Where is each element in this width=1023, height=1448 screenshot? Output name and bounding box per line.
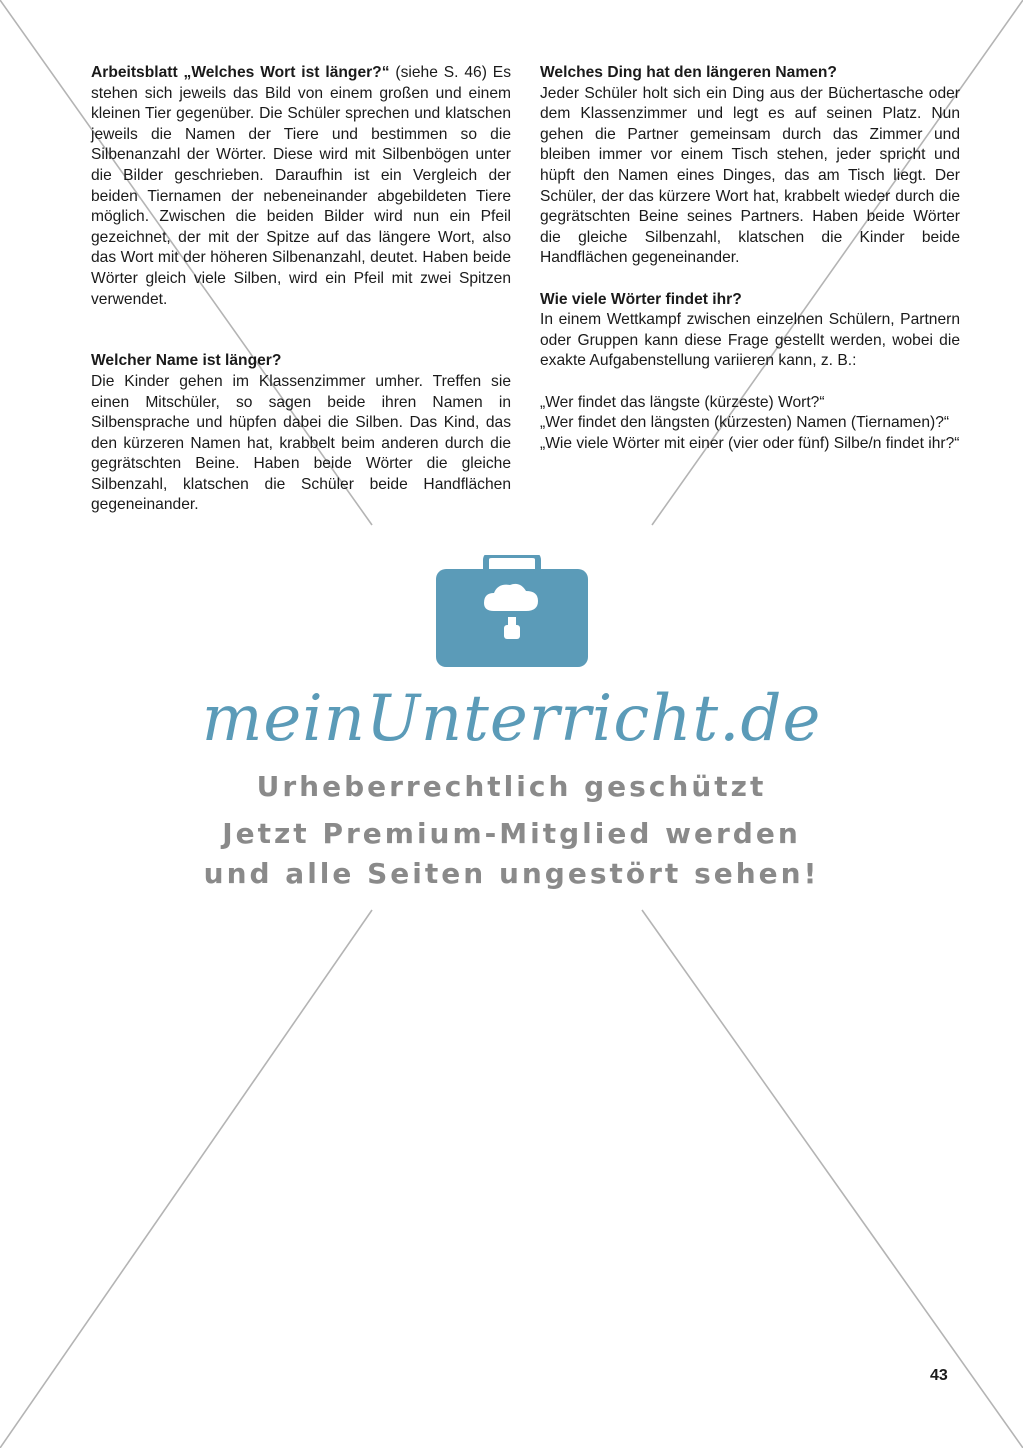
paragraph-worksheet-body: (siehe S. 46) Es stehen sich jeweils das Bild von einem großen und einem kleinen Tier gegenüber. Die Schüler sprechen und klatschen jeweils die Namen der Tiere und bestimmen so die Silbenanzahl der Wörter. Diese wird mit Silbenbögen unter die Bilder geschrieben. Daraufhin ist ein Vergleich der beiden Tiernamen der nebeneinander abgebildeten Tiere möglich. Zwischen die beiden Bilder wird nun ein Pfeil gezeichnet, der mit der Spitze auf das längere Wort, also das Wort mit der höheren Silbenanzahl, deutet. Haben beide Wörter gleich viele Silben, wird ein Pfeil mit zwei Spitzen verwendet.	[91, 64, 511, 308]
paragraph-which-name: Die Kinder gehen im Klassenzimmer umher. Treffen sie einen Mitschüler, so sagen beide ihren Namen in Silbensprache und hüpfen dabei die Silben. Das Kind, das den kürzeren Namen hat, krabbelt beim anderen durch die gegrätschten Beine. Haben beide Wörter die gleiche Silbenzahl, klatschen die Schüler beide Handflächen gegeneinander.	[91, 372, 511, 514]
left-column	[91, 63, 511, 516]
paragraph-worksheet	[91, 63, 511, 310]
heading-how-many-words: Wie viele Wörter findet ihr?	[540, 290, 742, 308]
paragraph-worksheet-heading: Arbeitsblatt „Welches Wort ist länger?“	[91, 64, 390, 81]
quote-longest-name: „Wer findet den längsten (kürzesten) Namen (Tiernamen)?“	[540, 414, 950, 432]
brand-logo-text: meinUnterricht.de	[201, 682, 822, 756]
briefcase-cloud-icon	[436, 555, 588, 667]
paragraph-how-many-words: In einem Wettkampf zwischen einzelnen Schülern, Partnern oder Gruppen kann diese Frage gestellt werden, wobei die exakte Aufgabenstellung variieren kann, z. B.:	[540, 311, 960, 370]
quote-longest-word: „Wer findet das längste (kürzeste) Wort?“	[540, 393, 825, 411]
paragraph-which-thing: Jeder Schüler holt sich ein Ding aus der Büchertasche oder dem Klassenzimmer und legt es auf seinen Platz. Nun gehen die Partner gemeinsam durch das Zimmer und bleiben immer vor einem Tisch stehen, jeder spricht und hüpft den Namen eines Dinges, das am Tisch liegt. Der Schüler, der das kürzere Wort hat, krabbelt wieder durch die gegrätschten Beine seines Partners. Haben beide Wörter die gleiche Silbenzahl, klatschen die Kinder beide Handflächen gegeneinander.	[540, 84, 960, 267]
quote-how-many-syllables: „Wie viele Wörter mit einer (vier oder fünf) Silbe/n findet ihr?“	[540, 434, 960, 452]
watermark-premium-line2: und alle Seiten ungestört sehen!	[203, 857, 820, 890]
page-number: 43	[930, 1367, 948, 1384]
watermark-copyright: Urheberrechtlich geschützt	[256, 770, 767, 803]
right-column	[540, 63, 960, 454]
heading-which-name: Welcher Name ist länger?	[91, 352, 282, 370]
heading-which-thing: Welches Ding hat den längeren Namen?	[540, 64, 837, 81]
watermark-premium-line1: Jetzt Premium-Mitglied werden	[222, 817, 801, 850]
